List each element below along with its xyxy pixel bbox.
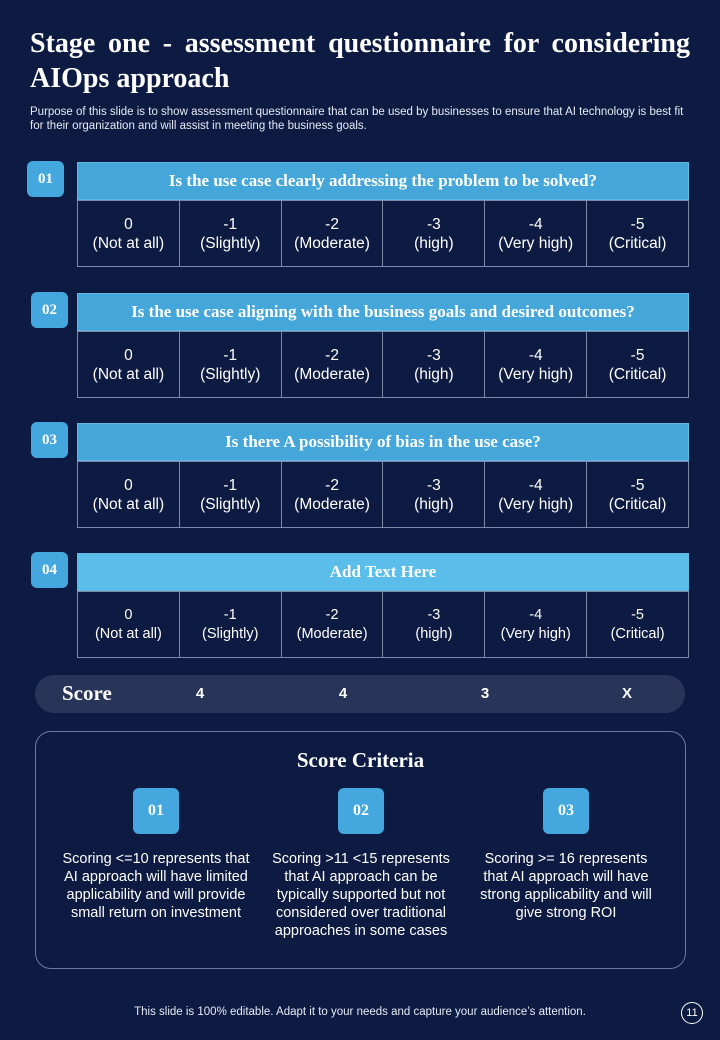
rating-option[interactable]: [282, 201, 384, 266]
option-value: -1: [223, 346, 238, 364]
criteria-text-2: Scoring >11 <15 represents that AI approach can be typically supported but not considered over traditional approaches in some cases: [272, 851, 450, 939]
page-number: 11: [681, 1002, 703, 1024]
option-value: -4: [528, 346, 543, 364]
option-value: -4: [528, 215, 543, 233]
option-label: (Very high): [498, 234, 574, 252]
option-value: -2: [325, 215, 339, 233]
option-label: (Moderate): [294, 495, 370, 513]
rating-option[interactable]: [282, 332, 384, 397]
option-label: (Not at all): [94, 625, 162, 642]
option-value: -5: [631, 606, 644, 623]
option-label: (Critical): [608, 495, 667, 513]
question-block-2: [0, 292, 720, 400]
rating-option[interactable]: [587, 201, 688, 266]
rating-option[interactable]: [78, 462, 180, 527]
option-value: -2: [325, 476, 339, 494]
option-value: 0: [124, 476, 133, 494]
question-block-4: [0, 552, 720, 660]
criteria-text-3: Scoring >= 16 represents that AI approach will have strong applicability and will give strong ROI: [480, 851, 652, 921]
option-value: -4: [528, 476, 543, 494]
option-label: (Not at all): [92, 495, 165, 513]
rating-option[interactable]: [587, 332, 688, 397]
rating-option[interactable]: [485, 592, 587, 657]
rating-option[interactable]: [587, 592, 688, 657]
question-number-badge: 01: [27, 161, 64, 197]
option-label: (Slightly): [200, 365, 261, 383]
option-label: (Slightly): [200, 234, 261, 252]
score-value-3: 3: [480, 685, 490, 702]
question-number-badge: 04: [31, 552, 68, 588]
option-value: -5: [630, 215, 645, 233]
option-value: -1: [223, 215, 238, 233]
option-label: (Not at all): [92, 365, 165, 383]
option-label: (high): [414, 234, 454, 252]
option-value: -3: [427, 346, 441, 364]
rating-option[interactable]: [180, 592, 282, 657]
option-label: (Very high): [498, 495, 574, 513]
rating-option[interactable]: [180, 462, 282, 527]
score-value-1: 4: [195, 685, 205, 702]
option-value: -1: [223, 606, 237, 623]
option-label: (Critical): [610, 625, 665, 642]
rating-option[interactable]: [383, 332, 485, 397]
rating-option[interactable]: [78, 201, 180, 266]
rating-options: [77, 461, 689, 528]
option-value: -3: [427, 476, 441, 494]
slide-title: [30, 26, 690, 96]
question-number-badge: 02: [31, 292, 68, 328]
option-value: -2: [325, 606, 339, 623]
option-label: (Moderate): [296, 625, 368, 642]
rating-option[interactable]: [180, 332, 282, 397]
option-label: (high): [414, 495, 454, 513]
option-label: (Critical): [608, 234, 667, 252]
question-text: Is there A possibility of bias in the use case?: [77, 423, 689, 461]
footer-note: This slide is 100% editable. Adapt it to your needs and capture your audience’s attention.: [134, 1006, 586, 1018]
option-value: 0: [124, 606, 133, 623]
option-value: 0: [124, 346, 133, 364]
rating-option[interactable]: [282, 592, 384, 657]
option-label: (Slightly): [202, 625, 259, 642]
rating-options: [77, 200, 689, 267]
question-text: Is the use case aligning with the business goals and desired outcomes?: [77, 293, 689, 331]
option-label: (high): [415, 625, 453, 642]
rating-option[interactable]: [485, 201, 587, 266]
rating-options: [77, 591, 689, 658]
criteria-badge-3: 03: [543, 788, 589, 834]
rating-option[interactable]: [78, 592, 180, 657]
rating-option[interactable]: [383, 592, 485, 657]
rating-option[interactable]: [485, 462, 587, 527]
criteria-title: Score Criteria: [296, 748, 425, 772]
rating-option[interactable]: [485, 332, 587, 397]
option-value: 0: [124, 215, 133, 233]
question-block-1: [0, 161, 720, 269]
score-value-2: 4: [338, 685, 348, 702]
score-bar: [35, 675, 685, 713]
option-value: -5: [630, 346, 645, 364]
option-label: (Very high): [498, 365, 574, 383]
score-value-4: X: [621, 685, 632, 702]
option-value: -5: [630, 476, 645, 494]
option-label: (Slightly): [200, 495, 261, 513]
rating-option[interactable]: [180, 201, 282, 266]
rating-options: [77, 331, 689, 398]
question-block-3: [0, 422, 720, 530]
slide-subtitle: Purpose of this slide is to show assessment questionnaire that can be used by businesses to ensure that AI technology is best fit for their organization and will assist in meeting the business goals.: [30, 106, 684, 132]
title-line-2: AIOps approach: [30, 63, 230, 94]
criteria-badge-1: 01: [133, 788, 179, 834]
score-label: Score: [62, 681, 112, 705]
question-text: Is the use case clearly addressing the problem to be solved?: [77, 162, 689, 200]
question-text[interactable]: Add Text Here: [77, 553, 689, 591]
option-value: -1: [223, 476, 238, 494]
rating-option[interactable]: [78, 332, 180, 397]
option-value: -4: [529, 606, 543, 623]
question-number-badge: 03: [31, 422, 68, 458]
option-value: -3: [427, 215, 441, 233]
rating-option[interactable]: [282, 462, 384, 527]
option-label: (high): [414, 365, 454, 383]
rating-option[interactable]: [383, 462, 485, 527]
criteria-text-1: Scoring <=10 represents that AI approach will have limited applicability and will provide small return on investment: [62, 851, 250, 921]
option-label: (Very high): [500, 625, 571, 642]
option-label: (Moderate): [294, 365, 370, 383]
option-label: (Critical): [608, 365, 667, 383]
score-criteria-panel: [35, 731, 686, 969]
criteria-badge-2: 02: [338, 788, 384, 834]
option-value: -3: [427, 606, 441, 623]
option-label: (Not at all): [92, 234, 165, 252]
rating-option[interactable]: [587, 462, 688, 527]
rating-option[interactable]: [383, 201, 485, 266]
title-line-1: Stage one - assessment questionnaire for considering: [30, 28, 690, 59]
option-label: (Moderate): [294, 234, 370, 252]
option-value: -2: [325, 346, 339, 364]
